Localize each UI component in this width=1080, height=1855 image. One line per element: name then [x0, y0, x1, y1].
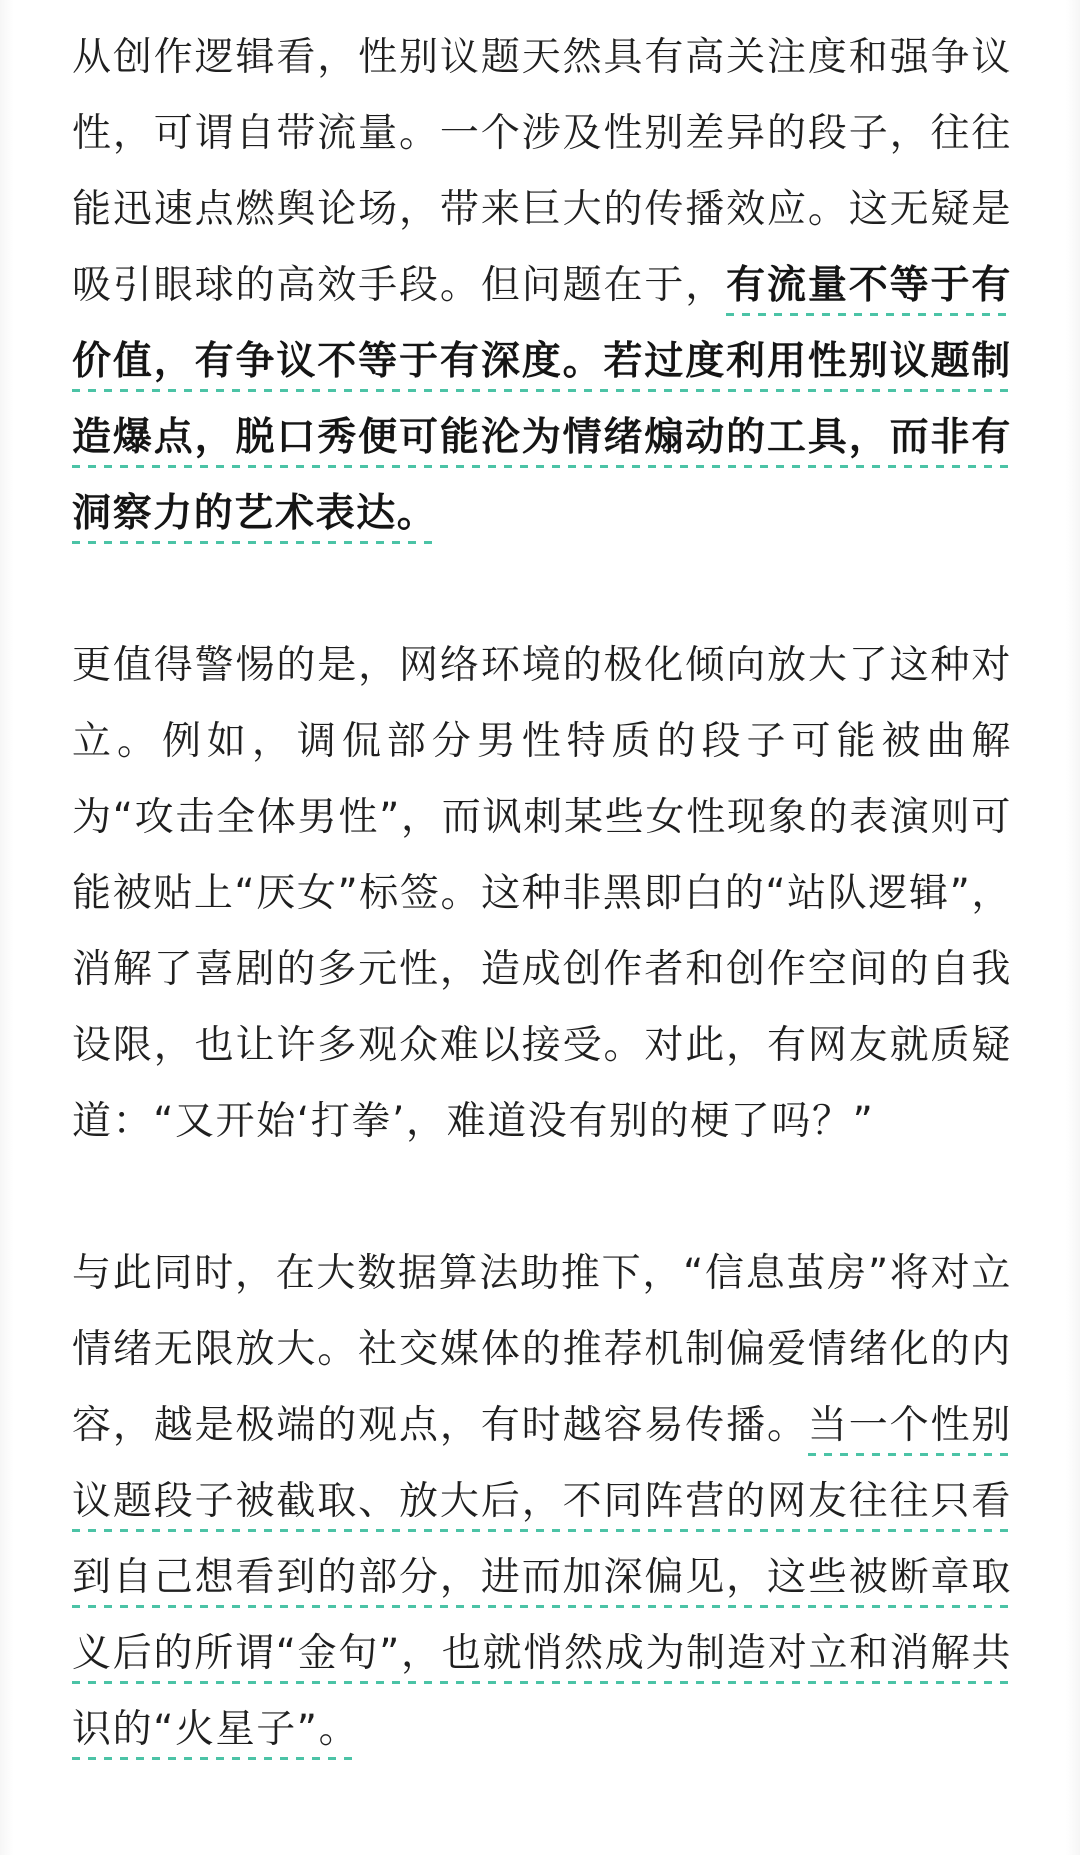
paragraph-polarization: [72, 628, 1012, 1160]
paragraph-text: 更值得警惕的是，网络环境的极化倾向放大了这种对立。例如，调侃部分男性特质的段子可能被曲解为“攻击全体男性”，而讽刺某些女性现象的表演则可能被贴上“厌女”标签。这种非黑即白的“站队逻辑”，消解了喜剧的多元性，造成创作者和创作空间的自我设限，也让许多观众难以接受。对此，有网友就质疑道：“又开始‘打拳’，难道没有别的梗了吗？”: [72, 643, 1012, 1144]
paragraph-text: 从创作逻辑看，性别议题天然具有高关注度和强争议性，可谓自带流量。一个涉及性别差异的段子，往往能迅速点燃舆论场，带来巨大的传播效应。这无疑是吸引眼球的高效手段。但问题在于，: [72, 35, 1012, 308]
paragraph-algorithm-logic: [72, 20, 1012, 552]
bold-underlined-emphasis: 有流量不等于有价值，有争议不等于有深度。若过度利用性别议题制造爆点，脱口秀便可能沦为情绪煽动的工具，而非有洞察力的艺术表达。: [72, 263, 1012, 544]
paragraph-text: 与此同时，在大数据算法助推下，“信息茧房”将对立情绪无限放大。社交媒体的推荐机制偏爱情绪化的内容，越是极端的观点，有时越容易传播。: [72, 1251, 1012, 1448]
right-edge-shade: [1066, 0, 1080, 1855]
left-edge-shade: [0, 0, 14, 1855]
article-body: [72, 20, 1012, 1768]
underlined-highlight: 当一个性别议题段子被截取、放大后，不同阵营的网友往往只看到自己想看到的部分，进而加深偏见，这些被断章取义后的所谓“金句”，也就悄然成为制造对立和消解共识的“火星子”。: [72, 1403, 1012, 1760]
paragraph-information-cocoon: [72, 1236, 1012, 1768]
